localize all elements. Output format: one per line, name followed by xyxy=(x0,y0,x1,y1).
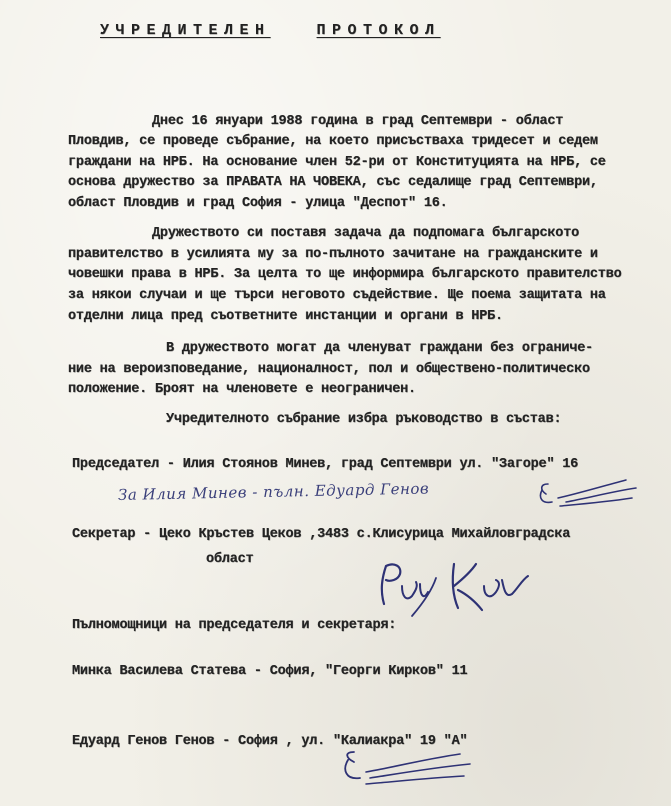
body-line: Дружеството си поставя задача да подпомага българското xyxy=(152,226,580,241)
secretary-line-2: област xyxy=(206,552,254,567)
body-line: граждани на НРБ. На основание член 52-ри от Конституцията на НРБ, се xyxy=(68,155,606,170)
body-line: правителство в усилията му за по-пълното зачитане на гражданските и xyxy=(68,247,598,262)
chairman-line: Председател - Илия Стоянов Минев, град Септември ул. "Загоре" 16 xyxy=(72,457,579,472)
body-line: човешки права в НРБ. За целта то ще информира българското правителство xyxy=(68,267,622,282)
signature-tsekov-icon xyxy=(372,556,542,622)
body-line: основа дружество за ПРАВАТА НА ЧОВЕКА, със седалище град Септември, xyxy=(68,175,598,190)
handwritten-note: За Илия Минев - пълн. Едуард Генов xyxy=(117,479,430,504)
body-line: положение. Броят на членовете е неограничен. xyxy=(68,382,416,397)
body-line: за някои случаи и ще търси неговото съдействие. Ще поема защитата на xyxy=(68,288,606,303)
proxies-heading: Пълномощници на председателя и секретаря: xyxy=(72,618,397,633)
body-line: отделни лица пред съответните инстанции и органи в НРБ. xyxy=(68,309,503,324)
proxy-2: Едуард Генов Генов - София , ул. "Калиакра" 19 "А" xyxy=(72,734,468,749)
proxy-1: Минка Василева Статева - София, "Георги Кирков" 11 xyxy=(72,664,468,679)
body-line: В дружеството могат да членуват граждани без ограниче- xyxy=(166,341,594,356)
secretary-line-1: Секретар - Цеко Кръстев Цеков ,3483 с.Клисурица Михайловградска xyxy=(72,527,571,542)
body-line: Учредителното събрание избра ръководство в състав: xyxy=(166,412,562,427)
title-word-2: ПРОТОКОЛ xyxy=(316,22,441,39)
signature-genov-top-icon xyxy=(536,476,656,516)
document-title xyxy=(100,22,441,39)
signature-genov-bottom-icon xyxy=(340,748,490,794)
body-line: ние на вероизповедание, националност, пол и обществено-политическо xyxy=(68,362,590,377)
title-word-1: УЧРЕДИТЕЛЕН xyxy=(100,22,271,39)
body-line: Днес 16 януари 1988 година в град Септември - област xyxy=(152,114,564,129)
body-line: област Пловдив и град София - улица "Деспот" 16. xyxy=(68,196,448,211)
body-line: Пловдив, се проведе събрание, на което присъстваха тридесет и седем xyxy=(68,134,598,149)
